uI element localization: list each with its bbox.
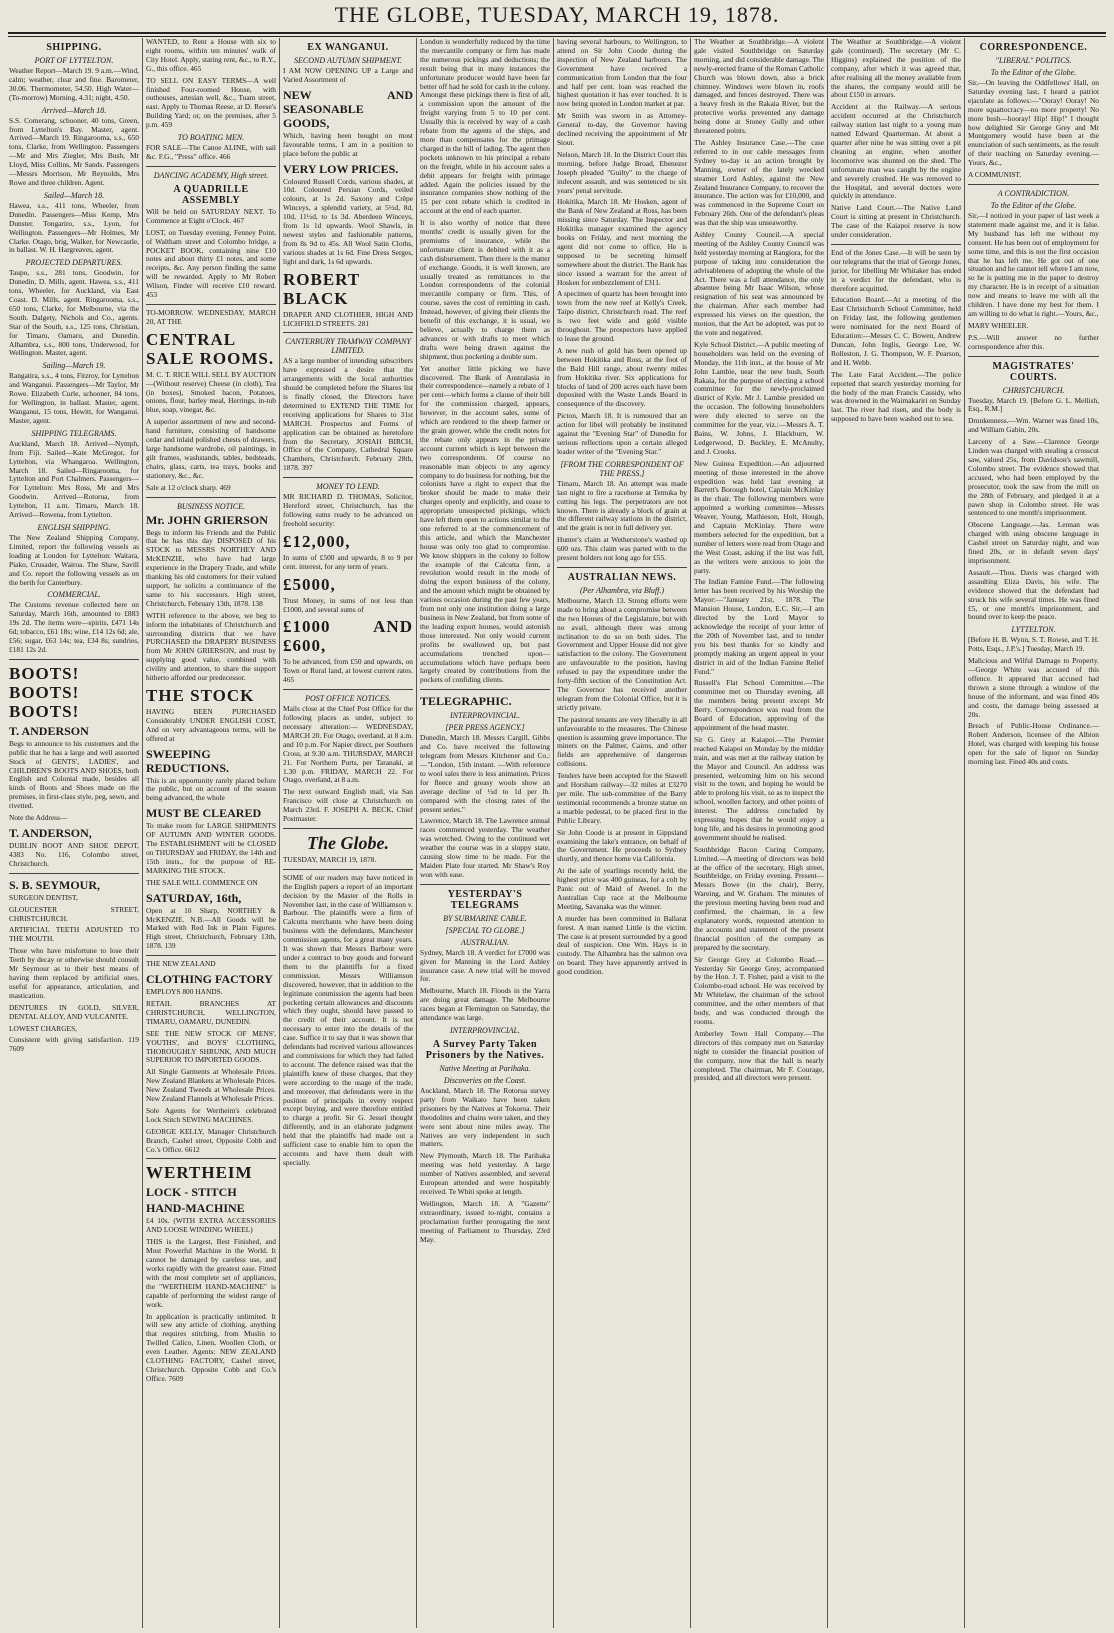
divider xyxy=(283,689,413,690)
signature: MARY WHEELER. xyxy=(968,320,1029,330)
subheading: Discoveries on the Coast. xyxy=(443,1076,527,1085)
ad-text: Trust Money, in sums of not less than £1000, and several sums of xyxy=(283,595,413,614)
paragraph: Hokitika, March 18. Mr Hosken, agent of the Bank of New Zealand at Ross, has been missing since Saturday. The Inspector and Hokitika manager examined the agency books on Friday, and next morning the agent did not come to office. He is supposed to be secreting himself somewhere about the district. The Bank has since issued a warrant for the arrest of Hosken for embezzlement of £311. xyxy=(557,197,687,287)
paragraph: A murder has been committed in Ballarat forest. A man named Little is the victim. The case is at present surrounded by a good deal of suspicion. One Wm. Hays is in custody. The Alhambra has the salmon ova on board. They have apparently arrived in good condition. xyxy=(557,913,687,977)
ad-text: GEORGE KELLY, Manager Christchurch Branch, Cashel street, Opposite Cobb and Co.'s Office. 6612 xyxy=(146,1126,276,1154)
paragraph: The Late Fatal Accident.—The police reported that search yesterday morning for the body of the man Francis Cassidy, who was drowned in the Waimakariri on Sunday last. The river had risen, and the body is supposed to have been washed out to sea. xyxy=(831,369,961,424)
ad-text: DENTURES IN GOLD, SILVER, DENTAL ALLOY, AND VULCANITE. xyxy=(9,1002,139,1021)
ad-text: TO-MORROW. WEDNESDAY, MARCH 20, AT THE xyxy=(146,307,276,326)
paragraph: End of the Jones Case.—It will be seen by our telegrams that the trial of George Jones, jurior, for libelling Mr Whitaker has ended in a verdict for the defendant, who is therefore acquitted. xyxy=(831,247,961,293)
ad-text: A superior assortment of new and second-hand furniture, consisting of handsome cedar and inlaid polished chests of drawers, large handsome wardrobe, oil paintings, in gilt frames, washstands, tables, bedsteads, chairs, glass, carts, tea trays, books and stationery, &c., &c. xyxy=(146,417,276,480)
ad-text: WITH reference to the above, we beg to inform the inhabitants of Christchurch and surrounding districts that we have PURCHASED the DRAPERY BUSINESS from Mr JOHN GRIERSON, and trust by supplying good value, combined with civility and attention, to share the support hitherto afforded our predecessor. xyxy=(146,610,276,683)
subheading: SHIPPING TELEGRAMS. xyxy=(31,428,117,438)
paragraph: Sydney, March 18. A verdict for £7000 was given for Manning in the Lord Ashley insurance case. A new trial will be moved for. xyxy=(420,947,550,984)
newspaper-nameplate: The Globe. xyxy=(307,832,389,853)
paragraph: The Ashley Insurance Case.—The case referred to in our cable messages from Sydney to-day is an action brought by Manning, owner of the lately wrecked steamer Lord Ashley, against the New Zealand Insurance Company, to recover the insurance. The action was for £10,000, and was commenced in the Supreme Court on February 26th. One of the defendant's pleas was that the ship was unseaworthy. xyxy=(694,137,824,228)
paragraph: Mails close at the Chief Post Office for the following places as under, subject to necessary alteration:— WEDNESDAY, MARCH 20. For Otago, overland, at 8 a.m. and 10 p.m. For Napier direct, per Southern Cross, at 9.30 a.m. THURSDAY, MARCH 21. For Northern Ports, per Taranaki, at 1.30 p.m. FRIDAY, MARCH 22. For Otago, overland, at 8 a.m. xyxy=(283,704,413,785)
subheading: COMMERCIAL. xyxy=(47,590,101,600)
subheading: AUSTRALIAN. xyxy=(460,937,510,947)
column-8 xyxy=(965,38,1102,1628)
subheading: [PER PRESS AGENCY.] xyxy=(445,723,525,733)
ad-headline: BOOTS! BOOTS! BOOTS! xyxy=(9,663,80,721)
paragraph: P.S.—Will answer no further correspondence after this. xyxy=(968,332,1099,351)
ad-headline: NEW AND SEASONABLE GOODS, xyxy=(283,87,413,130)
paragraph: The Indian Famine Fund.—The following letter has been received by his Worship the Mayor:—"January 21st, 1878. The Mansion House, London, E.C. Sir,—I am directed by the Lord Mayor to acknowledge the receipt of your letter of the 20th of November last, and to tender you his best thanks for so kindly and promptly making an urgent appeal in your district in aid of the Indian Famine Relief Fund." xyxy=(694,577,824,676)
paragraph: S.S. Comerang, schooner, 40 tons, Green, from Lyttelton's Bay. Master, agent. Arrived—March 19. Ringarooma, s.s., 650 tons, Clarke, from Wellington. Passengers—Mr and Mrs Ziegler, Mrs Bush, Mr Lloyd, Miss Collins, Mr Sands. Passengers—Messrs Morrison, Mr Reynolds, Mrs Rowe and three children. Agent. xyxy=(9,115,139,187)
ad-name: T. ANDERSON, xyxy=(9,826,92,840)
masthead xyxy=(0,0,1114,34)
masthead-rule xyxy=(8,32,1106,37)
paragraph: Russell's Flat School Committee.—The committee met on Thursday evening, all the members being present except Mr Berry. Correspondence was read from the Board of Education, approving of the appointment of the head master. xyxy=(694,678,824,732)
ad-headline: WERTHEIM xyxy=(146,1163,253,1183)
paragraph: Education Board.—At a meeting of the East Christchurch School Committee, held on Friday last, the following gentlemen were nominated for the next Board of Education:—Messrs C. C. Bowen, Andrew Duncan, John Inglis, George Lee, W. Rolleston, J. G. Thompson, W. F. Pearson, and H. Webb. xyxy=(831,295,961,367)
subheading: A CONTRADICTION. xyxy=(997,188,1070,198)
subheading: Sailing—March 19. xyxy=(42,361,106,371)
dateline: TUESDAY, MARCH 19, 1878. xyxy=(283,854,377,864)
paragraph: Wellington, March 18. A "Gazette" extraordinary, issued to-night, contains a proclamation further prorogating the next meeting of Parliament to Thursday, 23rd May. xyxy=(420,1198,550,1244)
paragraph: Sir,—On leaving the Oddfellows' Hall, on Saturday evening last, I heard a patriot ejaculate as follows:—"Ooray! Ooray! No more squattocracy—no more property! No more bush—hooray! Hip! Hip!" I thought how delighted Sir George Grey and Mr Montgomery would have been at the enunciation of such sentiments, as the result of their teaching on Saturday evening.—Yours, &c., xyxy=(968,78,1099,168)
paragraph: The New Zealand Shipping Company, Limited, report the following vessels as loading at London for Lyttelton: Waitara, Piako, Crusader, Wairoa. The Shaw, Savill and Co. report the following vessels as on the berth for Canterbury. xyxy=(9,532,139,587)
ad-text: THIS is the Largest, Best Finished, and Most Powerful Machine in the World. It cannot be damaged by careless use, and works rapidly with the greatest ease. Fitted with the most complete set of appliances, the "WERTHEIM HAND-MACHINE" is capable of performing the widest range of work. xyxy=(146,1237,276,1309)
paragraph: At the sale of yearlings recently held, the highest price was 400 guineas, for a colt by Panic out of Maid of Avenel. In the Australian Cup race at the Melbourne Meeting, Savanaka was the winner. xyxy=(557,866,687,911)
ad-headline: SWEEPING REDUCTIONS. xyxy=(146,746,230,775)
ad-amount: £5000, xyxy=(283,574,336,594)
paragraph: Native Land Court.—The Native Land Court is sitting at present in Christchurch. The case of the Kaiapoi reserve is now under consideration. xyxy=(831,203,961,240)
paragraph: Sir George Grey at Colombo Road.—Yesterday Sir George Grey, accompanied by the Hon. J. T. Fisher, paid a visit to the Colombo-road school. He was received by Mr Whitelaw, the chairman of the school committee, and the other members of that body, and was conducted through the rooms. xyxy=(694,954,824,1026)
subheading: [SPECIAL TO GLOBE.] xyxy=(445,925,525,935)
ad-text: In application is practically unlimited. It will sew any article of clothing, anything that requires stitching, from Muslin to Twilled Calico, Linen, Woollen Cloth, or even Leather. Agents: NEW ZEALAND CLOTHING FACTORY, Cashel street, Christchurch. Opposite Cobb and Co.'s Office. 7609 xyxy=(146,1311,276,1383)
paragraph: Rangatira, s.s., 4 tons, Fitzroy, for Lyttelton and Wanganui. Passengers—Mr Taylor, Mr Rowe. Elizabeth Curle, schooner, 84 tons, for Wellington, in ballast. Master, agent. Wanganui, 15 tons, Hewitt, for Wanganui. Master, agent. xyxy=(9,371,139,425)
paragraph: Tenders have been accepted for the Stawell and Horsham railway—32 miles at £3270 per mile. The sub-committee of the Barry testimonial recommends a bronze statue on a marble pedestal, to be placed first in the Public Library. xyxy=(557,771,687,825)
divider xyxy=(420,689,550,690)
paragraph: Southbridge Bacon Curing Company, Limited.—A meeting of directors was held at the office of the secretary, High street, Southbridge, on Friday evening. Present—Messrs Bowe (in the chair), Berry, Wareing, and W. Graham. The minutes of the previous meeting having been read and confirmed, the chairman, in a few explanatory words, requested attention to the accounts and statement of the present financial position of the company as prepared by the secretary. xyxy=(694,844,824,952)
ad-name: Mr. JOHN GRIERSON xyxy=(146,512,268,527)
paragraph: The next outward English mail, via San Francisco will close at Christchurch on March 23rd. F. JOSEPH A. BECK, Chief Postmaster. xyxy=(283,787,413,824)
ad-text: HAVING BEEN PURCHASED Considerably UNDER ENGLISH COST, And on very advantageous terms, will be offered at xyxy=(146,706,276,743)
paragraph: Malicious and Wilful Damage to Property.—George White was accused of this offence. It appeared that accused had thrown a stone through a window of the house of the informant, and was fined 40s and costs, the damage being assessed at 20s. xyxy=(968,656,1099,719)
paragraph: Timaru, March 18. An attempt was made last night to fire a racehorse at Temuka by cutting his legs. The perpetrators are not known. There is already a block of grain at the different railway stations in the district, and the grain is not in full delivery yet. xyxy=(557,478,687,533)
ad-text: Coloured Russell Cords, various shades, at 10d. Coloured Persian Cords, veiled colours, at 1s 2d. Saxony and Crêpe Winceys, a splendid variety, at 5½d, 8d, 10d, 11½d, to 1s 3d. Aberdeen Winceys, from 1s 1d upwards. Wool Shawls, in newest styles and fashionable patterns, from 8s 9d to 45s. All Wool Satin Cloths, various shades at 1s 6d. Fine Dress Serges, light and dark, 1s 6d upwards. xyxy=(283,176,413,266)
subheading: PORT OF LYTTELTON. xyxy=(34,56,114,65)
ad-headline: ROBERT BLACK xyxy=(283,269,361,308)
divider xyxy=(831,244,961,245)
ad-text: Which, having been bought on most favourable terms, I am in a position to place before the public at xyxy=(283,130,413,158)
paragraph: Breach of Public-House Ordinance.—Robert Anderson, licensee of the Albion Hotel, was charged with keeping his house open for the sale of liquor on Sunday morning last. Fined 40s and costs. xyxy=(968,721,1099,767)
ad-text: Consistent with giving satisfaction. 119 7609 xyxy=(9,1035,139,1054)
divider xyxy=(283,477,413,478)
ad-headline: VERY LOW PRICES. xyxy=(283,161,399,176)
heading: SHIPPING. xyxy=(46,42,102,53)
paragraph: Taupo, s.s., 281 tons, Goodwin, for Dunedin, D. Mills, agent. Hawea, s.s., 411 tons, Wheeler, for Auckland, via East Coast. D. Mills, agent. Ringarooma, s.s., 650 tons, Clarke, for Melbourne, via the South. Dalgety, Nichols and Co., agents. Star of the South, s.s., 125 tons, Christian, for Timaru, Oamaru, and Dunedin. Alhambra, s.s., 800 tons, Underwood, for Wellington. Master, agent. xyxy=(9,268,139,358)
ad-headline: CLOTHING FACTORY xyxy=(146,972,273,987)
paragraph: New Plymouth, March 18. The Parihaka meeting was held yesterday. A large number of Natives assembled, and several European attended and were hospitably received. Te Whiti spoke at length. xyxy=(420,1151,550,1196)
paragraph: It is also worthy of notice that three months' credit is usually given for the premiums of insurance, while the unfortunate client is debited with it as a cash disbursement. Then there is the matter of exchange. Goods, it is well known, are usually treated as remittances to the London correspondents of the colonial mercantile company or firm. This, of course, saves the cost of remitting in cash. Instead, however, of giving their clients the benefit of this exchange, it is usual, we believe, actually to charge them as advances or with drafts to meet which drafts were being drawn against the shipment, thus pocketing a double sum. xyxy=(420,218,550,361)
story-heading: A Survey Party Taken Prisoners by the Natives. xyxy=(425,1039,545,1061)
paragraph: Hunter's claim at Wetherstone's washed up 600 ozs. This claim was parted with to the present holders not long ago for £55. xyxy=(557,535,687,563)
paragraph: Ashley County Council.—A special meeting of the Ashley County Council was held yesterday morning at Rangiora, for the purpose of taking into consideration the advisableness of adopting the whole of the Act. There was a full attendance, the only absentee being Mr Isaac Wilson, whose resignation of his seat was announced by the chairman. After each member had expressed his views on the question, the motion, that the Act be adopted, was put to the vote and negatived. xyxy=(694,230,824,337)
ad-text: M. C. T. RICE WILL SELL BY AUCTION—(Without reserve) Cheese (in cloth), Tea (in boxes), Smoked bacon, Potatoes, onions, flour, barley meal, Herrings, in-tub blue, soap, vinegar, &c. xyxy=(146,369,276,415)
column-6 xyxy=(691,38,828,1628)
column-7 xyxy=(828,38,965,1628)
paragraph: The Weather at Southbridge.—A violent gale (continued). The secretary (Mr C. Higgins) explained the position of the company, after which it was agreed that, after realising all the money available from the shares, the company would still be about £150 in arrears. xyxy=(831,38,961,100)
paragraph: Auckland, March 18. Arrived—Nymph, from Fiji. Sailed—Kate McGregor, for Lyttelton, via Whangaroa. Wellington, March 18. Sailed—Ringarooma, for Lyttelton and Port Chalmers. Passengers—For Lyttelton: Mrs Ross, Mr and Mrs Goodwin. Arrived—Rotorua, from Lyttelton, 11 a.m. Timaru, March 18. Arrived—Rowena, from Lyttelton. xyxy=(9,438,139,520)
ad-headline: CENTRAL SALE ROOMS. xyxy=(146,329,275,368)
subheading: To the Editor of the Globe. xyxy=(990,68,1077,77)
paragraph: The Customs revenue collected here on Saturday, March 16th, amounted to £883 19s 2d. The items were—spirits, £471 14s 6d; tobacco, £61 18s; wine, £14 12s 6d; ale, £56; sugar, £63 14s; tea, £34 8s; sundries, £181 12s 2d. xyxy=(9,600,139,654)
ad-text: TO SELL ON EASY TERMS—A well finished Four-roomed House, with outhouses, artesian well, &c., Tuam street, east. Apply to Thomas Reese, at D. Reese's Building Yard; or, on the premises, after 5 p.m. 459 xyxy=(146,75,276,130)
ad-headline: LOCK - STITCH xyxy=(146,1185,237,1200)
ad-text: AS a large number of intending subscribers have expressed a desire that the arrangements with the local authorities should be completed before the Shares list is finally closed, the Directors have determined to EXTEND THE TIME for receiving applications for Shares to 31st MARCH. Prospectus and Forms of application can be obtained as heretofore from the Secretary, JOSIAH BIRCH, Office of the Company, Cathedral Square Chambers, Christchurch. February 28th, 1878. 397 xyxy=(283,356,413,473)
ad-headline: HAND-MACHINE xyxy=(146,1201,245,1216)
subheading: To the Editor of the Globe. xyxy=(990,200,1077,210)
divider xyxy=(557,567,687,568)
ad-text: To be advanced, from £50 and upwards, on Town or Rural land, at lowest current rates. 465 xyxy=(283,657,413,685)
ad-text: Sale at 12 o'clock sharp. 469 xyxy=(146,482,231,492)
paragraph: Picton, March 18. It is rumoured that an action for libel will probably be instituted against the "Evening Star" of Dunedin for serious reflections upon a certain alleged leader writer of the "Evening Star." xyxy=(557,411,687,456)
section-heading: CORRESPONDENCE. xyxy=(979,42,1088,53)
paragraph: New Guinea Expedition.—An adjourned meeting of those interested in the above expedition was held last evening at Barrett's Borough hotel, Captain McKinlay in the chair. The following members were appointed a working committee—Messrs Weaver, Young, Mathieson, Holt, Hough, and Captain McKinlay. There were members selected for the expedition, but a number of letters were read from Otago and the West Coast, asking if the list was full, as the writers were anxious to join the party. xyxy=(694,458,824,575)
ad-text: I AM NOW OPENING UP a Large and Varied Assortment of xyxy=(283,66,413,84)
column-4 xyxy=(417,38,554,1628)
ad-text: SURGEON DENTIST, xyxy=(9,892,78,902)
paragraph: Lawrence, March 18. The Lawrence annual races commenced yesterday. The weather was wretched. Owing to the continued wet weather the course was in a sloppy state, causing slow time to be made. For the Maiden Plate four started. Mr Shaw's Roy won with ease. xyxy=(420,816,550,879)
ad-headline: EX WANGANUI. xyxy=(307,42,389,53)
subheading: PROJECTED DEPARTURES. xyxy=(25,258,123,268)
dateline: Tuesday, March 19. [Before G. L. Mellish, Esq., R.M.] xyxy=(968,395,1099,414)
ad-amount: £12,000, xyxy=(283,531,351,551)
paragraph: Melbourne, March 13. Strong efforts were made to bring about a compromise between the two Houses of the Legislature, but with no avail, although there was strong inclination to do so on both sides. The Government and Upper House did not give satisfaction to the colony. The Government are unfavourable to the position, having refused to pay the expenditure under the forty-fifth section of the Constitution Act. The Governor has received another telegram from the Colonial Office, but it is strictly private. xyxy=(557,595,687,712)
paragraph: A new rush of gold has been opened up between Hokitika and Ross, at the foot of the Bald Hill range, about twenty miles from Hokitika river. Six applications for blocks of land of 200 acres each have been deposited with the Waste Lands Board in consequence of the discovery. xyxy=(557,345,687,409)
ad-text: THE NEW ZEALAND xyxy=(146,959,216,969)
subheading: Native Meeting at Parihaka. xyxy=(439,1064,531,1073)
subheading: DANCING ACADEMY, High street. xyxy=(153,170,269,180)
paragraph: Auckland, March 18. The Rotorua survey party from Waikato have been taken prisoners by the Natives at Tokoroa. Their theodolites and chains were taken, and they were sent about nine miles away. The Natives are very independent in such matters. xyxy=(420,1086,550,1149)
column-1 xyxy=(6,38,143,1628)
subheading: ENGLISH SHIPPING. xyxy=(37,522,111,532)
paragraph: Sir,—I noticed in your paper of last week a statement made against me, and it is false. My husband has left me without my consent. He has been out of employment for some time, and this is not the first occasion that he has left me. He got out of one situation and he cannot tell where I am now, so he is putting me in the paper to destroy my character. He is in receipt of a situation now and means to leave me with all the children. I have done my best for them. I am willing to do what is right.—Yours, &c., xyxy=(968,210,1099,318)
divider xyxy=(283,332,413,333)
subheading: CANTERBURY TRAMWAY COMPANY LIMITED. xyxy=(285,337,411,356)
ad-text: MR RICHARD D. THOMAS, Solicitor, Hereford street, Christchurch, has the following sums ready to be advanced on freehold security: xyxy=(283,492,413,528)
ad-text: In sums of £500 and upwards, 8 to 9 per cent. interest, for any term of years. xyxy=(283,552,413,571)
subheading: INTERPROVINCIAL. xyxy=(450,711,520,721)
subheading: TO BOATING MEN. xyxy=(177,133,245,143)
paragraph: Mr Smith was sworn in as Attorney-General to-day, the Governor having declined receiving the appointment of Mr Stout. xyxy=(557,111,687,147)
paragraph: having several harbours, to Wellington, to attend on Sir John Coode during the inspection of New Zealand harbours. The Government have received a communication from London that the four and half per cent. loan was reached the highest quotation it has ever touched. It is now being quoted in London market at par. xyxy=(557,38,687,109)
subheading: "LIBERAL" POLITICS. xyxy=(995,56,1072,65)
subheading: POST OFFICE NOTICES. xyxy=(305,694,391,704)
ad-text: All Single Garments at Wholesale Prices. New Zealand Blankets at Wholesale Prices. New Zealand Tweeds at Wholesale Prices. New Zealand Flannels at Wholesale Prices. xyxy=(146,1067,276,1104)
ad-text: This is an opportunity rarely placed before the public, but on account of the season being advanced, the whole xyxy=(146,775,276,803)
ad-text: DUBLIN BOOT AND SHOE DEPOT, 4383 No. 116, Colombo street, Christchurch. xyxy=(9,841,139,868)
paragraph: London is wonderfully reduced by the time the mercantile company or firm has made the numerous pickings and deductions; the result being that in many instances the unfortunate producer would have been far better off had he sold for cash in the colony. Amongst these pickings there is first of all, a commission upon the amount of the freight varying from 5 to 10 per cent. Usually this is received by way of a cash rebate from the agents of the ships, and more than compensates for the primage charged in the bill of lading. The agent then pockets unknown to his principal a rebate on the freight, while in his account sales a debit appears for freight with primage added. Again the policies issued by the insurance companies show nothing of the 15 per cent rebate which is credited in account at the end of each quarter. xyxy=(420,38,550,216)
paragraph: Accident at the Railway.—A serious accident occurred at the Christchurch railway station last night to a young man named Edward Quarterman. At about a quarter after nine he was sitting over a pit cleaning an engine, when another locomotive was shunted on the shed. The unfortunate man was caught by the engine and severely crushed. He was removed to the Hospital, and several doctors were quickly in attendance. xyxy=(831,102,961,201)
ad-text: RETAIL BRANCHES AT CHRISTCHURCH, WELLINGTON, TIMARU, OAMARU, DUNEDIN. xyxy=(146,998,276,1026)
subheading: CHRISTCHURCH. xyxy=(1002,385,1065,395)
divider xyxy=(146,304,276,305)
paragraph: A specimen of quartz has been brought into town from the new reef at Kelly's Creek, Taipo district, Christchurch road. The reef is two feet wide and gold visible throughout. The prospectors have applied to lease the ground. xyxy=(557,289,687,343)
subheading: SECOND AUTUMN SHIPMENT. xyxy=(294,56,402,65)
paragraph: Dunedin, March 18. Messrs Cargill, Gibbs and Co. have received the following telegram from Messrs Kitchener and Co.:—"London, 15th instant. —With reference to wool sales there is less animation. Prices for fleece and greasy wools show an average decline of ½d to 1d per lb. compared with the closing rates of the present series." xyxy=(420,733,550,814)
divider xyxy=(283,828,413,829)
ad-headline: A QUADRILLE ASSEMBLY xyxy=(173,183,249,206)
ad-amount: £1000 AND £600, xyxy=(283,617,413,656)
ad-text: Begs to announce to his customers and the public that he has a large and well assorted Stock of GENTS', LADIES', and CHILDREN'S BOOTS AND SHOES, both English and Colonial made, besides all kinds of Boots and Shoes made on the premises, in first-class style, peg, sewn, and rivetted. xyxy=(9,738,139,811)
divider xyxy=(968,356,1099,357)
section-heading: TELEGRAPHIC. xyxy=(420,694,512,709)
paragraph: Larceny of a Saw.—Clarence George Linden was charged with stealing a crosscut saw, valued 25s, from Davidson's sawmill, Colombo street. The evidence showed that accused, who had been employed by the prosecutor, took the saw from the mill on the 28th of February, and pledged it at a pawn shop in Colombo street. He was sentenced to one month's imprisonment. xyxy=(968,437,1099,518)
subheading: INTERPROVINCIAL. xyxy=(450,1026,520,1035)
ad-text: Will be held on SATURDAY NEXT. To Commence at Eight o'Clock. 467 xyxy=(146,206,276,225)
divider xyxy=(968,184,1099,185)
ad-text: Begs to inform his Friends and the Public that he has this day DISPOSED of his STOCK to MESSRS NORTHEY AND McKENZIE, who have had large experience in the Drapery Trade, and while thanking his old customers for their valued support, he solicits a continuance of the same to his successors. High street, Christchurch, February 13th, 1878. 138 xyxy=(146,527,276,608)
subheading: Arrived—March 18. xyxy=(41,105,107,115)
divider xyxy=(9,873,139,874)
masthead-title: THE GLOBE, TUESDAY, MARCH 19, 1878. xyxy=(334,2,780,27)
column-5 xyxy=(554,38,691,1628)
ad-name: S. B. SEYMOUR, xyxy=(9,877,101,892)
paragraph: Melbourne, March 18. Floods in the Yarra are doing great damage. The Melbourne races began at Flemington on Saturday, the attendance was large. xyxy=(420,986,550,1023)
divider xyxy=(420,884,550,885)
section-heading: AUSTRALIAN NEWS. xyxy=(567,571,677,583)
ad-text: LOWEST CHARGES, xyxy=(9,1023,78,1033)
paragraph: Assault.—Thos. Davis was charged with assaulting Eliza Davis, his wife. The evidence showed that the defendant had struck his wife several times. He was fined £5, or one month's imprisonment, and bound over to keep the peace. xyxy=(968,567,1099,622)
paragraph: Amberley Town Hall Company.—The directors of this company met on Saturday night to consider the financial position of the company, now that the hall is nearly completed. The chairman, Mr F. Courage, presided, and all directors were present. xyxy=(694,1028,824,1083)
section-heading: YESTERDAY'S TELEGRAMS xyxy=(447,888,523,911)
ad-text: Those who have misfortune to lose their Teeth by decay or otherwise should consult Mr Seymour as to their best means of having them replaced by artificial ones, useful for appearance, articulation, and mastication. xyxy=(9,946,139,1000)
paragraph: The pastoral tenants are very liberally in all unfavourable to the measures. The Chinese question is assuming grave importance. The miners on the Palmer, Cairns, and other fields are apprehensive of dangerous collisions. xyxy=(557,714,687,769)
subheading: BUSINESS NOTICE. xyxy=(177,501,245,511)
ad-text: WANTED, to Rent a House with six to eight rooms, within ten minutes' walk of City Hotel. Apply, stating rent, &c., to R.Y., G., this office. 465 xyxy=(146,38,276,73)
column-2 xyxy=(143,38,280,1628)
ad-text: DRAPER AND CLOTHIER, HIGH AND LICHFIELD STREETS. 281 xyxy=(283,309,413,328)
ad-text: £4 10s. (WITH EXTRA ACCESSORIES AND LOOSE WINDING WHEEL) xyxy=(146,1216,276,1235)
subheading: Sailed—March 18. xyxy=(43,190,105,200)
dateline: [Before H. B. Wynn, S. T. Rowse, and T. H. Potts, Esqs., J.P.'s.] Tuesday, March 19. xyxy=(968,635,1099,654)
section-heading: MAGISTRATES' COURTS. xyxy=(992,360,1075,383)
ad-text: LOST, on Tuesday evening, Fenney Point, of Waltham street and Colombo bridge, a POCKET BOOK, containing nine £10 notes and about thirty £1 notes, and some receipts, &c. Any person finding the same will be rewarded. Apply to Mr Robert Wilson, Finder will receive £10 reward. 453 xyxy=(146,227,276,300)
ad-text: FOR SALE—The Canoe ALINE, with sail &c. F.G., "Press" office. 466 xyxy=(146,143,276,161)
paragraph: Obscene Language.—Jas. Lennan was charged with using obscene language in Cashel street on Saturday night, and was fined 20s, or in default seven days' imprisonment. xyxy=(968,520,1099,565)
divider xyxy=(146,955,276,956)
paragraph: Sir John Coode is at present in Gippsland examining the lake's entrance, on behalf of the Government. He proceeds to Sydney shortly, and thence home via California. xyxy=(557,827,687,864)
ad-text: To make room for LARGE SHIPMENTS OF AUTUMN AND WINTER GOODS. The ESTABLISHMENT will be CLOSED on THURSDAY and FRIDAY, the 14th and 15th insts., for the purpose of RE-MARKING THE STOCK. xyxy=(146,821,276,875)
subheading: BY SUBMARINE CABLE. xyxy=(443,913,527,923)
leader-paragraph: SOME of our readers may have noticed in the English papers a report of an important decision by the Master of the Rolls in November last, in the case of Williamson v. Barbour. The plaintiffs were a firm of Calcutta merchants who have been doing business with the defendants, Manchester commission agents, for a great many years. It was shown that Messrs Barbour were under a contract to buy goods and forward them to the plaintiffs for a fixed commission. Messrs Williamson discovered, however, that in addition to the legitimate commission the agents had been pocketing certain allowances and discounts which they ought, should have passed to the credit of their account. It is not necessary to enter into the details of the case. Suffice it to say that it was shown that defendants had received various allowances and commissions for which they had failed to account. The defence raised was that the plaintiffs knew of these charges, that they were according to the usage of the trade, and moreover, that defendants were in the position of principals in every respect except buying, and were therefore entitled to charge a profit. Sir G. Jessel thought differently, and in an elaborate judgment held that the plaintiffs had made out a sufficient case to enable him to open the accounts and have them dealt with specially. xyxy=(283,872,413,1167)
ad-text: GLOUCESTER STREET, CHRISTCHURCH. xyxy=(9,904,139,923)
ad-text: Open at 10 Sharp, NORTHEY & McKENZIE. N.B.—All Goods will be Marked with Red Ink in Plain Figures. High street, Christchurch, February 13th, 1878. 139 xyxy=(146,905,276,951)
divider xyxy=(146,497,276,498)
ad-name: T. ANDERSON xyxy=(9,723,89,738)
paragraph: Nelson, March 18. In the District Court this morning, before Judge Broad, Ebenezer Joseph pleaded "Guilty" to the charge of indecent assault, and was sentenced to six years' penal servitude. xyxy=(557,149,687,195)
ad-text: ARTIFICIAL TEETH ADJUSTED TO THE MOUTH. xyxy=(9,925,139,944)
paragraph: Yet another little picking we have discovered. The Bank of Australasia in their correspondence—namely a rebate of 1 per cent—which forms a clause of their bill for the commission charged, appears, however, in the account sales, some of which are rendered to the sheep farmer or the grain grower, while the credit notes for the rebate only appears in the private account current which is kept between the two correspondents. Of course no reasonable man objects to any agency company to do business for nothing, but the colonists have a right to expect that the broker should be made to make their charges openly and explicitly, and cease to appropriate unsuspected pickings, which have left them open to actions similar to the one referred to at the commencement of this article, and which the Manchester house was only too glad to compromise. We know shippers in the colony to follow the example of the Calcutta firm, a revolution would result in the mode of doing the export business of the colony, and the amount which might be obtained by various occasion during the past few years, from not only one institution doing a large business in New Zealand, but from some of the leading export houses, would astonish those interested. Not only would current profits be swallowed up, but past accumulations trenched upon—accumulations which have perhaps been largely created by contributions from the pockets of confiding clients. xyxy=(420,363,550,685)
ad-text: Note the Address— xyxy=(9,813,68,823)
divider xyxy=(283,869,413,870)
subheading: (Per Alhambra, via Bluff.) xyxy=(579,585,665,595)
ad-text: Sole Agents for Wertheim's celebrated Lock Stitch SEWING MACHINES. xyxy=(146,1105,276,1124)
divider xyxy=(146,1158,276,1159)
paragraph: Weather Report—March 19. 9 a.m.—Wind, calm; weather, clear and fine. Barometer, 30.06. Thermometer, 54.50. High Water—(To-morrow) Morning, 4.31; night, 4.50. xyxy=(9,66,139,102)
signature: A COMMUNIST. xyxy=(968,170,1022,180)
subheading: MONEY TO LEND. xyxy=(316,482,380,492)
ad-text: EMPLOYS 800 HANDS. xyxy=(146,987,223,997)
subheading: LYTTELTON. xyxy=(1011,625,1056,635)
columns xyxy=(6,38,1108,1628)
paragraph: Sir G. Grey at Kaiapoi.—The Premier reached Kaiapoi on Monday by the midday train, and was met at the railway station by the Mayor and Council. An address was presented, welcoming him on his second visit to the town, and hoping he would be able to prolong his visit, so as to inspect the school, woollen factory, and other points of interest. The address concluded by expressing hopes that he would enjoy a long life, and his desires in promoting good government should be realised. xyxy=(694,734,824,842)
paragraph: Hawea, s.s., 411 tons, Wheeler, from Dunedin. Passengers—Miss Kemp, Mrs Dunster. Tongariro, s.s., Lyon, for Wellington. Passengers—Mr Holmes, Mr Clarke. Otago, brig, Walker, for Newcastle, in ballast. W. H. Hargreaves, agent. xyxy=(9,200,139,255)
divider xyxy=(146,166,276,167)
ad-headline: SATURDAY, 16th, xyxy=(146,890,242,905)
column-3 xyxy=(280,38,417,1628)
ad-headline: MUST BE CLEARED xyxy=(146,806,262,821)
paragraph: The Weather at Southbridge.—A violent gale visited Southbridge on Saturday morning, and did considerable damage. The newly-erected frame of the Roman Catholic Church was blown down, also a brick chimney. Windows were blown in, roofs damaged, and fences destroyed. There was a heavy fresh in the Rakaia River, but the protective works prevented any damage being done at Stoney Gully and other threatened points. xyxy=(694,38,824,136)
ad-text: THE SALE WILL COMMENCE ON xyxy=(146,877,258,887)
paragraph: Drunkenness.—Wm. Warner was fined 10s, and William Gabin, 20s. xyxy=(968,416,1099,435)
paragraph: Kyle School District.—A public meeting of householders was held on the evening of Monday, the 11th inst., at the house of Mr John Lambie, near the new bush, South Rakaia, for the purpose of electing a school committee for the newly-proclaimed district of Kyle. Mr J. Lambie presided on the occasion. The following householders were duly elected to serve on the committee for the year, viz.:—Messrs A. T. Bains, W. Johns, J. Blackburn, W. Ledgerwood, D. Buckley, E. McAnulty, and J. Crooks. xyxy=(694,339,824,456)
ad-headline: THE STOCK xyxy=(146,685,255,705)
ad-text: SEE THE NEW STOCK OF MENS', YOUTHS', and BOYS' CLOTHING, THOROUGHLY SHRUNK, AND MUCH SUPERIOR TO IMPORTED GOODS. xyxy=(146,1028,276,1065)
subheading: [FROM THE CORRESPONDENT OF THE PRESS.] xyxy=(560,459,684,478)
divider xyxy=(9,659,139,660)
